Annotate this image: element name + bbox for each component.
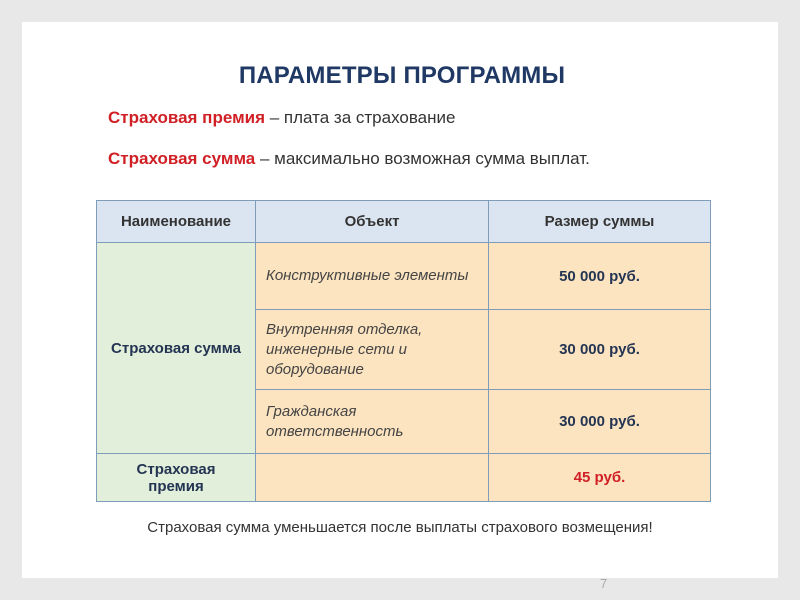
header-amount: Размер суммы (489, 201, 711, 243)
slide (22, 22, 778, 591)
definition-text: – максимально возможная сумма выплат. (255, 149, 590, 168)
definition-text: – плата за страхование (265, 108, 456, 127)
amount-cell-premium: 45 руб. (489, 454, 711, 502)
footnote: Страховая сумма уменьшается после выплаты страхового возмещения! (147, 519, 653, 536)
object-cell: Конструктивные элементы (256, 243, 489, 310)
table-row (97, 243, 711, 310)
amount-cell: 30 000 руб. (489, 390, 711, 454)
definition-sum (108, 149, 590, 169)
object-cell: Внутренняя отделка, инженерные сети и оборудование (256, 310, 489, 390)
table-row (97, 454, 711, 502)
object-cell-empty (256, 454, 489, 502)
page-number: 7 (600, 576, 608, 591)
header-object: Объект (256, 201, 489, 243)
group-name-premium: Страховая премия (97, 454, 256, 502)
definition-term: Страховая сумма (108, 149, 256, 168)
group-name-sum: Страховая сумма (97, 243, 256, 454)
definition-premium (108, 108, 455, 128)
table-header-row (97, 201, 711, 243)
header-name: Наименование (97, 201, 256, 243)
object-cell: Гражданская ответственность (256, 390, 489, 454)
definition-term: Страховая премия (108, 108, 266, 127)
amount-cell: 50 000 руб. (489, 243, 711, 310)
parameters-table (96, 200, 711, 502)
amount-cell: 30 000 руб. (489, 310, 711, 390)
slide-title: ПАРАМЕТРЫ ПРОГРАММЫ (238, 62, 566, 89)
